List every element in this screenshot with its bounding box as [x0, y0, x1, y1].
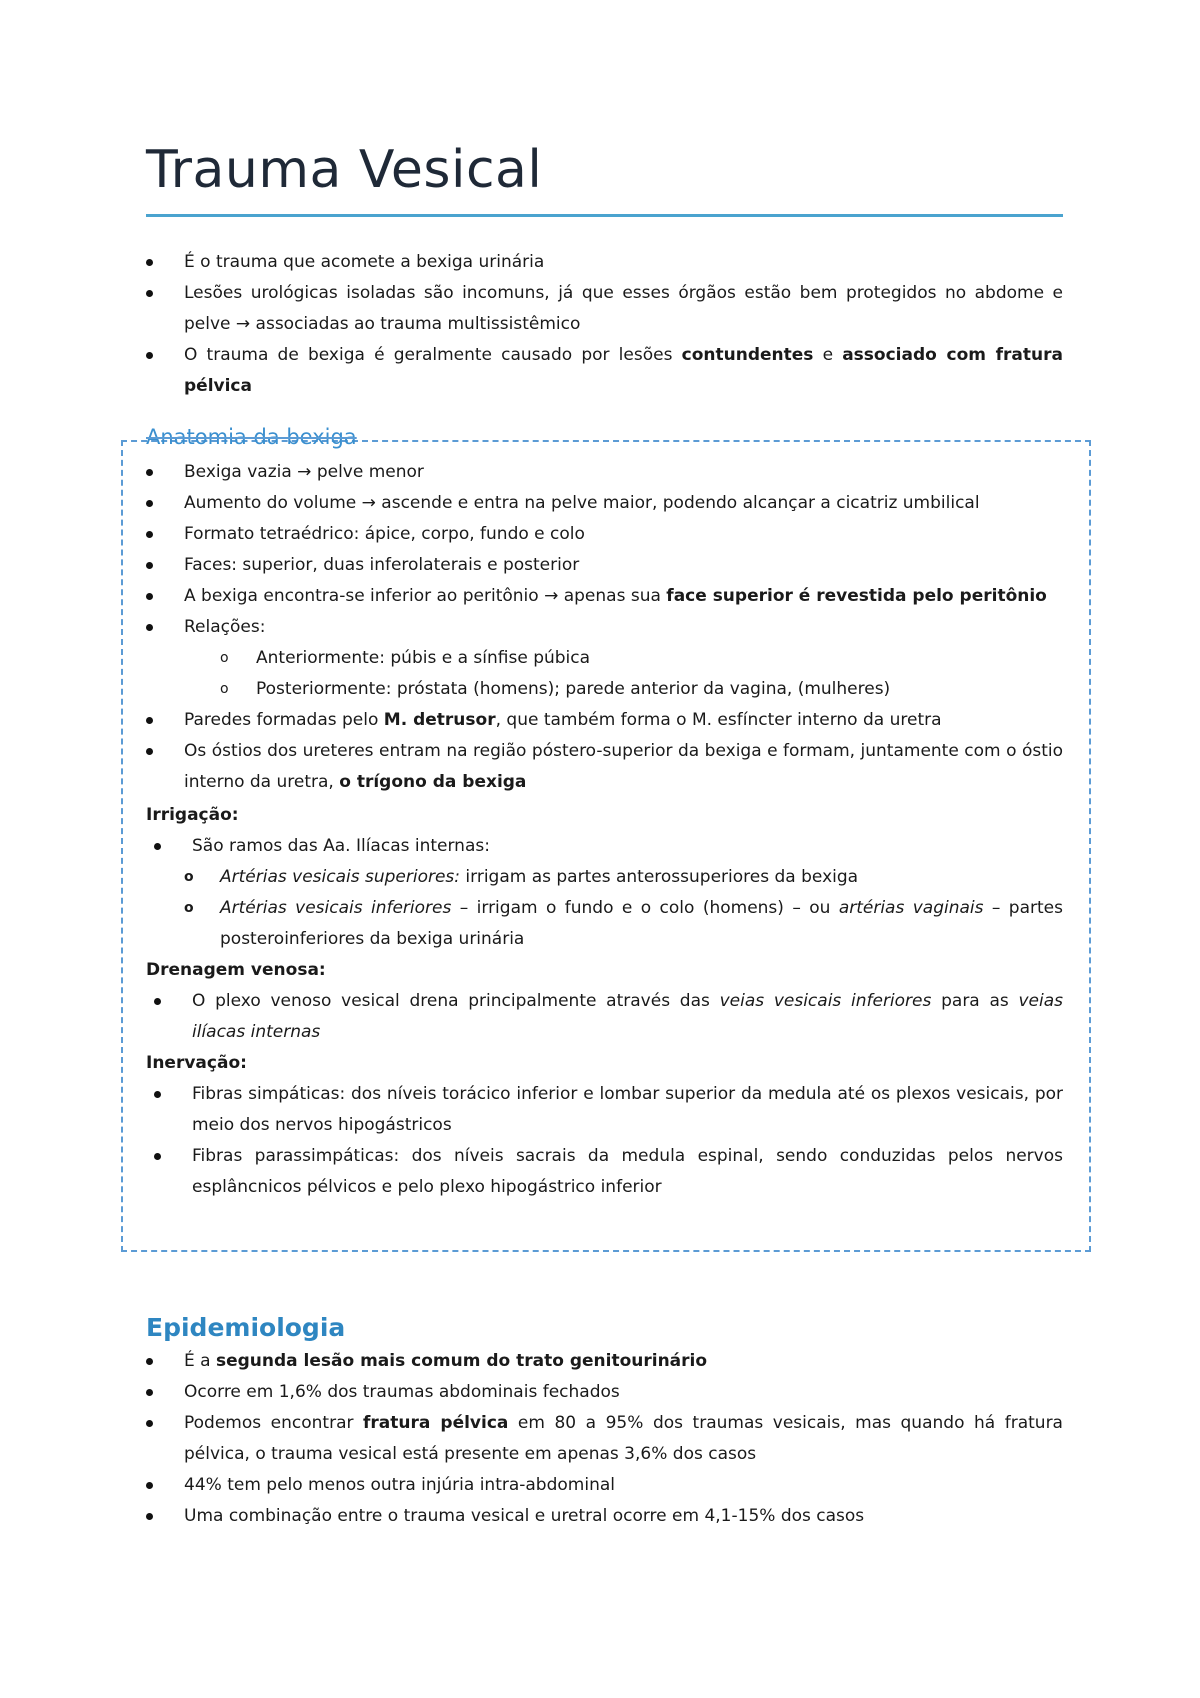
- title-underline: [146, 214, 1063, 217]
- list-item-text: Posteriormente: próstata (homens); parede anterior da vagina, (mulheres): [256, 679, 891, 699]
- list-item: [146, 519, 1063, 550]
- list-item-text: irrigam as partes anterossuperiores da bexiga: [460, 867, 859, 887]
- list-item-text: em 80 a 95% dos traumas vesicais, mas quando há fratura pélvica, o trauma vesical está presente em apenas 3,6% dos casos: [184, 1413, 1063, 1464]
- bullet-icon: [146, 1420, 153, 1427]
- list-item: [146, 550, 1063, 581]
- list-item: [146, 488, 1063, 519]
- bullet-icon: [146, 1482, 153, 1489]
- bullet-icon: [146, 562, 153, 569]
- sub-list-item: [146, 862, 1063, 893]
- bullet-icon: [146, 593, 153, 600]
- list-item: [146, 1470, 1063, 1501]
- list-item: [146, 736, 1063, 798]
- list-item: [146, 705, 1063, 736]
- sub-list-item: [146, 674, 1063, 705]
- list-item-text: Faces: superior, duas inferolaterais e posterior: [184, 555, 580, 575]
- bullet-icon: [146, 259, 153, 266]
- list-item: [146, 247, 1063, 278]
- bold-text: face superior é revestida pelo peritônio: [666, 586, 1047, 606]
- anatomy-section-title: Anatomia da bexiga: [146, 425, 357, 449]
- bold-text: M. detrusor: [383, 710, 496, 730]
- list-item: [146, 1501, 1063, 1532]
- list-item-text: Fibras parassimpáticas: dos níveis sacrais da medula espinal, sendo conduzidas pelos nervos esplâncnicos pélvicos e pelo plexo hipogástrico inferior: [192, 1146, 1063, 1197]
- drainage-heading: Drenagem venosa:: [146, 960, 326, 980]
- list-item-text: Podemos encontrar: [184, 1413, 364, 1433]
- bullet-icon: [146, 748, 153, 755]
- epidemiology-section: [146, 1310, 1063, 1532]
- anatomy-list: [146, 457, 1063, 1203]
- italic-text: Artérias vesicais superiores:: [220, 867, 461, 887]
- epidemiology-title: Epidemiologia: [146, 1313, 346, 1342]
- bullet-icon: [146, 1358, 153, 1365]
- innervation-heading: Inervação:: [146, 1053, 247, 1073]
- list-item: [146, 581, 1063, 612]
- list-item-text: É a: [184, 1351, 216, 1371]
- bullet-icon: [146, 352, 153, 359]
- list-item-text: – irrigam o fundo e o colo (homens) – ou: [451, 898, 839, 918]
- list-item: [146, 1346, 1063, 1377]
- list-item-text: para as: [931, 991, 1019, 1011]
- bold-text: fratura pélvica: [363, 1413, 509, 1433]
- bold-text: o trígono da bexiga: [339, 772, 527, 792]
- bold-text: contundentes: [681, 345, 814, 365]
- italic-text: veias ilíacas internas: [192, 991, 1063, 1042]
- sub-list-item: [146, 893, 1063, 955]
- page-title: Trauma Vesical: [146, 140, 543, 200]
- list-item-text: – partes posteroinferiores da bexiga urinária: [220, 898, 1063, 949]
- list-item: [146, 340, 1063, 402]
- list-item-text: Relações:: [184, 617, 266, 637]
- list-item-text: e: [813, 345, 843, 365]
- list-item: [146, 1079, 1063, 1141]
- bold-text: associado com fratura pélvica: [184, 345, 1063, 396]
- circle-bullet-icon: o: [220, 650, 229, 666]
- sub-list-item: [146, 643, 1063, 674]
- list-item-text: Uma combinação entre o trauma vesical e uretral ocorre em 4,1-15% dos casos: [184, 1506, 865, 1526]
- bullet-icon: [154, 1153, 161, 1160]
- list-item-text: , que também forma o M. esfíncter interno da uretra: [495, 710, 942, 730]
- italic-text: Artérias vesicais inferiores: [220, 898, 452, 918]
- list-item: [146, 831, 1063, 862]
- list-item-text: O trauma de bexiga é geralmente causado por lesões: [184, 345, 682, 365]
- circle-bullet-icon: o: [184, 869, 194, 885]
- bold-text: segunda lesão mais comum do trato genitourinário: [215, 1351, 708, 1371]
- list-item: [146, 612, 1063, 643]
- bullet-icon: [154, 998, 161, 1005]
- list-item: [146, 986, 1063, 1048]
- list-item: [146, 457, 1063, 488]
- bullet-icon: [146, 531, 153, 538]
- list-item-text: Ocorre em 1,6% dos traumas abdominais fechados: [184, 1382, 620, 1402]
- list-item-text: 44% tem pelo menos outra injúria intra-abdominal: [184, 1475, 615, 1495]
- irrigation-heading: Irrigação:: [146, 805, 239, 825]
- list-item: [146, 278, 1063, 340]
- bullet-icon: [154, 843, 161, 850]
- bullet-icon: [146, 290, 153, 297]
- bullet-icon: [146, 1513, 153, 1520]
- bullet-icon: [146, 624, 153, 631]
- bullet-icon: [154, 1091, 161, 1098]
- circle-bullet-icon: o: [184, 900, 194, 916]
- list-item-text: Fibras simpáticas: dos níveis torácico inferior e lombar superior da medula até os plexos vesicais, por meio dos nervos hipogástricos: [192, 1084, 1063, 1135]
- bullet-icon: [146, 717, 153, 724]
- list-item-text: A bexiga encontra-se inferior ao peritônio → apenas sua: [184, 586, 667, 606]
- list-item-text: São ramos das Aa. Ilíacas internas:: [192, 836, 490, 856]
- list-item: [146, 1377, 1063, 1408]
- list-item-text: Anteriormente: púbis e a sínfise púbica: [256, 648, 591, 668]
- italic-text: veias vesicais inferiores: [719, 991, 932, 1011]
- bullet-icon: [146, 469, 153, 476]
- list-item-text: Bexiga vazia → pelve menor: [184, 462, 424, 482]
- bullet-icon: [146, 1389, 153, 1396]
- list-item-text: Formato tetraédrico: ápice, corpo, fundo e colo: [184, 524, 585, 544]
- intro-list: [146, 247, 1063, 402]
- list-item-text: Aumento do volume → ascende e entra na pelve maior, podendo alcançar a cicatriz umbilical: [184, 493, 980, 513]
- list-item-text: O plexo venoso vesical drena principalmente através das: [192, 991, 720, 1011]
- list-item-text: Lesões urológicas isoladas são incomuns, já que esses órgãos estão bem protegidos no abdome e pelve → associadas ao trauma multissistêmico: [184, 283, 1063, 334]
- bullet-icon: [146, 500, 153, 507]
- circle-bullet-icon: o: [220, 681, 229, 697]
- list-item-text: Paredes formadas pelo: [184, 710, 384, 730]
- list-item: [146, 1141, 1063, 1203]
- list-item-text: Os óstios dos ureteres entram na região póstero-superior da bexiga e formam, juntamente com o óstio interno da uretra,: [184, 741, 1063, 792]
- list-item-text: É o trauma que acomete a bexiga urinária: [184, 252, 545, 272]
- italic-text: artérias vaginais: [838, 898, 984, 918]
- list-item: [146, 1408, 1063, 1470]
